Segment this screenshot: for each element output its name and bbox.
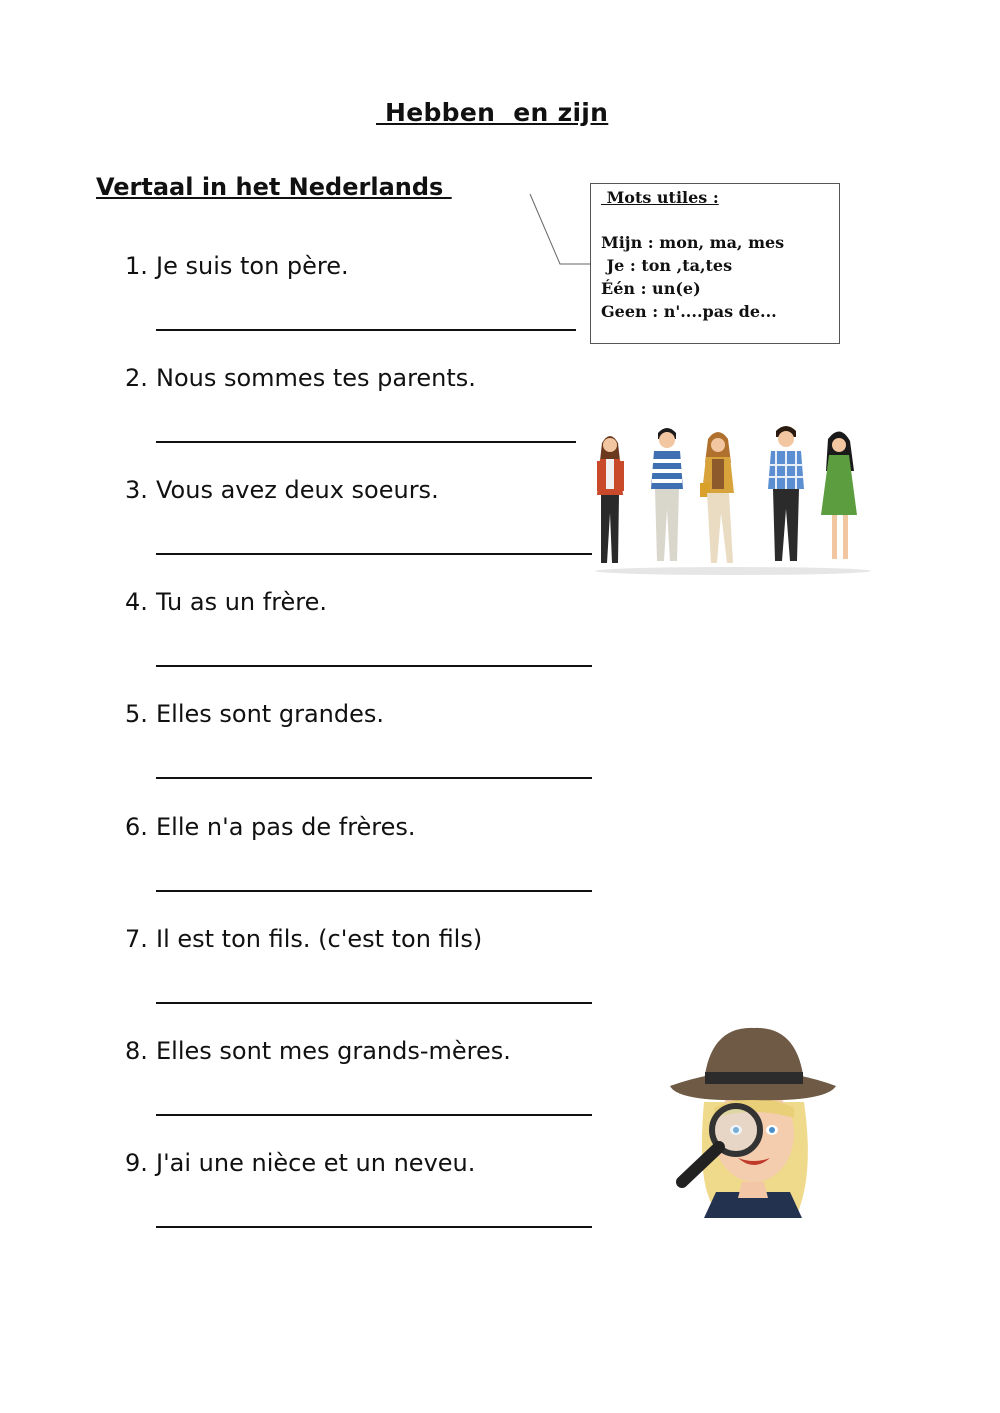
exercise-item-7 xyxy=(125,925,482,953)
useful-word-line: Mijn : mon, ma, mes xyxy=(601,233,785,252)
people-group-illustration xyxy=(592,425,874,575)
answer-line-4[interactable] xyxy=(156,665,592,667)
exercise-item-5 xyxy=(125,700,384,728)
item-sentence: Elles sont mes grands-mères. xyxy=(156,1037,511,1065)
item-number: 5. xyxy=(125,700,148,728)
item-sentence: Elle n'a pas de frères. xyxy=(156,813,416,841)
item-number: 3. xyxy=(125,476,148,504)
answer-line-1[interactable] xyxy=(156,329,576,331)
exercise-item-1 xyxy=(125,252,349,280)
item-number: 9. xyxy=(125,1149,148,1177)
item-sentence: Je suis ton père. xyxy=(156,252,349,280)
exercise-item-3 xyxy=(125,476,439,504)
item-number: 6. xyxy=(125,813,148,841)
answer-line-6[interactable] xyxy=(156,890,592,892)
instruction-heading: Vertaal in het Nederlands xyxy=(96,173,452,201)
answer-line-2[interactable] xyxy=(156,441,576,443)
answer-line-5[interactable] xyxy=(156,777,592,779)
exercise-item-9 xyxy=(125,1149,475,1177)
answer-line-7[interactable] xyxy=(156,1002,592,1004)
useful-word-line: Één : un(e) xyxy=(601,279,701,298)
item-sentence: Vous avez deux soeurs. xyxy=(156,476,439,504)
item-sentence: Tu as un frère. xyxy=(156,588,328,616)
exercise-item-6 xyxy=(125,813,416,841)
exercise-item-4 xyxy=(125,588,327,616)
answer-line-3[interactable] xyxy=(156,553,592,555)
useful-word-line: Geen : n'....pas de... xyxy=(601,302,777,321)
item-number: 2. xyxy=(125,364,148,392)
item-sentence: J'ai une nièce et un neveu. xyxy=(156,1149,476,1177)
useful-words-box xyxy=(590,183,840,344)
exercise-item-2 xyxy=(125,364,476,392)
item-sentence: Nous sommes tes parents. xyxy=(156,364,476,392)
item-number: 4. xyxy=(125,588,148,616)
callout-pointer xyxy=(528,192,592,268)
useful-words-title: Mots utiles : xyxy=(601,188,719,207)
answer-line-9[interactable] xyxy=(156,1226,592,1228)
worksheet-title: Hebben en zijn xyxy=(376,98,609,127)
item-number: 1. xyxy=(125,252,148,280)
exercise-item-8 xyxy=(125,1037,511,1065)
detective-illustration xyxy=(664,1022,842,1218)
item-sentence: Il est ton fils. (c'est ton fils) xyxy=(156,925,483,953)
answer-line-8[interactable] xyxy=(156,1114,592,1116)
item-sentence: Elles sont grandes. xyxy=(156,700,384,728)
item-number: 7. xyxy=(125,925,148,953)
useful-word-line: Je : ton ,ta,tes xyxy=(601,256,733,275)
item-number: 8. xyxy=(125,1037,148,1065)
